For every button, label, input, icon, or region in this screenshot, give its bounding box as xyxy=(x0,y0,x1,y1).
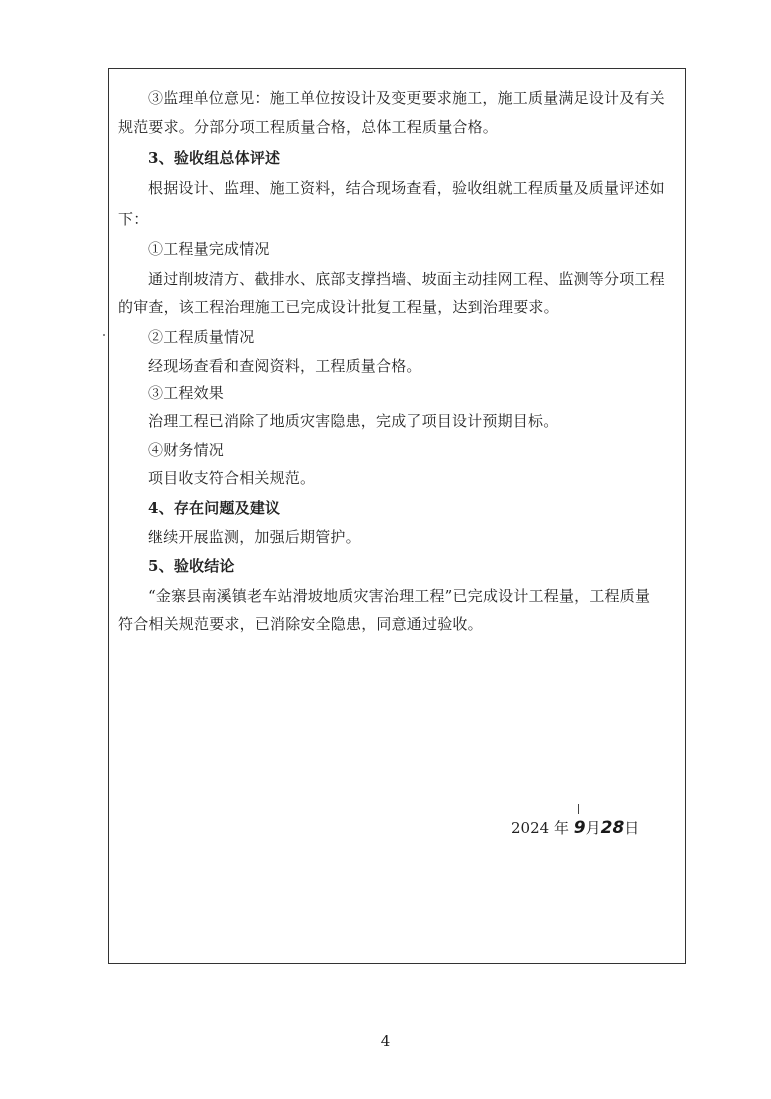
date-month-char: 月 xyxy=(585,819,601,837)
overall-review-intro-line-1: 根据设计、监理、施工资料，结合现场查看，验收组就工程质量及质量评述如 xyxy=(148,179,665,197)
section-heading-overall-review: 3、验收组总体评述 xyxy=(148,149,281,167)
section-heading-issues: 4、存在问题及建议 xyxy=(148,499,281,517)
subheading-effect: ③工程效果 xyxy=(148,384,225,402)
effect-paragraph: 治理工程已消除了地质灾害隐患，完成了项目设计预期目标。 xyxy=(148,412,559,430)
date-month-handwritten: 9 xyxy=(573,818,586,838)
date-year-char: 年 xyxy=(553,819,569,837)
date-day-char: 日 xyxy=(624,819,640,837)
page-number: 4 xyxy=(380,1032,391,1050)
subheading-quality: ②工程质量情况 xyxy=(148,328,255,346)
handwriting-mark xyxy=(578,804,579,814)
finance-paragraph: 项目收支符合相关规范。 xyxy=(148,469,316,487)
section-heading-conclusion: 5、验收结论 xyxy=(148,557,235,575)
supervision-opinion-line-2: 规范要求。分部分项工程质量合格，总体工程质量合格。 xyxy=(118,118,499,136)
signature-date xyxy=(511,817,639,839)
issues-paragraph: 继续开展监测，加强后期管护。 xyxy=(148,528,361,546)
conclusion-line-2: 符合相关规范要求，已消除安全隐患，同意通过验收。 xyxy=(118,615,483,633)
scan-speck xyxy=(103,334,105,336)
overall-review-intro-line-2: 下： xyxy=(118,210,149,228)
supervision-opinion-line-1: ③监理单位意见：施工单位按设计及变更要求施工，施工质量满足设计及有关 xyxy=(148,89,665,107)
workload-paragraph-line-2: 的审查，该工程治理施工已完成设计批复工程量，达到治理要求。 xyxy=(118,298,559,316)
workload-paragraph-line-1: 通过削坡清方、截排水、底部支撑挡墙、坡面主动挂网工程、监测等分项工程 xyxy=(148,270,665,288)
quality-paragraph: 经现场查看和查阅资料，工程质量合格。 xyxy=(148,357,422,375)
date-year: 2024 xyxy=(511,819,550,837)
conclusion-line-1: “金寨县南溪镇老车站滑坡地质灾害治理工程”已完成设计工程量，工程质量 xyxy=(148,587,651,605)
date-day-handwritten: 28 xyxy=(600,818,625,838)
subheading-workload-completion: ①工程量完成情况 xyxy=(148,240,270,258)
subheading-finance: ④财务情况 xyxy=(148,441,225,459)
